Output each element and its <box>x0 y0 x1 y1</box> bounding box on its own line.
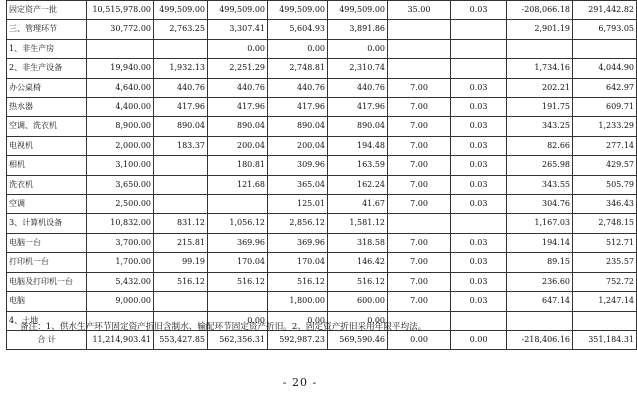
row-label-cell: 电脑一台 <box>7 233 87 252</box>
value-cell: 10,832.00 <box>87 214 154 233</box>
value-cell: 162.24 <box>328 175 388 194</box>
value-cell: 0.00 <box>268 311 328 330</box>
value-cell <box>573 39 637 58</box>
value-cell: 1,247.14 <box>573 292 637 311</box>
value-cell: 291,442.82 <box>573 1 637 20</box>
value-cell: 7.00 <box>388 98 451 117</box>
value-cell: 569,590.46 <box>328 330 388 349</box>
value-cell: 200.04 <box>268 136 328 155</box>
table-row <box>7 1 637 20</box>
value-cell: 516.12 <box>268 272 328 291</box>
value-cell <box>388 214 451 233</box>
value-cell: 642.97 <box>573 78 637 97</box>
value-cell: 752.72 <box>573 272 637 291</box>
value-cell: 0.00 <box>451 330 507 349</box>
value-cell <box>451 59 507 78</box>
value-cell: 7.00 <box>388 233 451 252</box>
value-cell: -218,406.16 <box>507 330 573 349</box>
value-cell: 194.48 <box>328 136 388 155</box>
value-cell: 1,056.12 <box>208 214 268 233</box>
value-cell: 562,356.31 <box>208 330 268 349</box>
value-cell: 191.75 <box>507 98 573 117</box>
value-cell: 2,748.15 <box>573 214 637 233</box>
value-cell: 30,772.00 <box>87 20 154 39</box>
value-cell: 200.04 <box>208 136 268 155</box>
value-cell: 4,640.00 <box>87 78 154 97</box>
value-cell: 346.43 <box>573 195 637 214</box>
value-cell: 2,251.29 <box>208 59 268 78</box>
table-row <box>7 292 637 311</box>
value-cell: 499,509.00 <box>328 1 388 20</box>
value-cell: 0.03 <box>451 233 507 252</box>
value-cell: 265.98 <box>507 156 573 175</box>
value-cell: 831.12 <box>154 214 208 233</box>
value-cell: 215.81 <box>154 233 208 252</box>
value-cell: 7.00 <box>388 78 451 97</box>
value-cell: 7.00 <box>388 175 451 194</box>
value-cell: 417.96 <box>208 98 268 117</box>
value-cell: 592,987.23 <box>268 330 328 349</box>
row-label-cell: 空调 <box>7 195 87 214</box>
value-cell: 82.66 <box>507 136 573 155</box>
table-row <box>7 39 637 58</box>
value-cell <box>154 195 208 214</box>
value-cell: 309.96 <box>268 156 328 175</box>
value-cell: 125.01 <box>268 195 328 214</box>
value-cell: 365.04 <box>268 175 328 194</box>
table-row <box>7 253 637 272</box>
value-cell: 890.04 <box>208 117 268 136</box>
value-cell: 180.81 <box>208 156 268 175</box>
footnote: 备注：1、供水生产环节固定资产折旧含制水、输配环节固定资产折旧。2、固定资产折旧采用年限平均法。 <box>20 322 427 332</box>
value-cell: 3,650.00 <box>87 175 154 194</box>
value-cell: 0.03 <box>451 156 507 175</box>
value-cell <box>507 39 573 58</box>
table-row <box>7 117 637 136</box>
value-cell: 8,900.00 <box>87 117 154 136</box>
value-cell <box>451 39 507 58</box>
value-cell: 417.96 <box>154 98 208 117</box>
value-cell: 0.00 <box>268 39 328 58</box>
value-cell: 121.68 <box>208 175 268 194</box>
row-label-cell: 热水器 <box>7 98 87 117</box>
value-cell: 7.00 <box>388 117 451 136</box>
value-cell: 351,184.31 <box>573 330 637 349</box>
value-cell: 0.00 <box>388 330 451 349</box>
value-cell: 89.15 <box>507 253 573 272</box>
value-cell: 417.96 <box>328 98 388 117</box>
row-label-cell: 电视机 <box>7 136 87 155</box>
value-cell <box>154 156 208 175</box>
value-cell: 1,167.03 <box>507 214 573 233</box>
value-cell: 99.19 <box>154 253 208 272</box>
value-cell: 3,100.00 <box>87 156 154 175</box>
depreciation-table <box>6 0 637 350</box>
row-label-cell: 空调、洗衣机 <box>7 117 87 136</box>
value-cell: 0.00 <box>328 311 388 330</box>
value-cell: 7.00 <box>388 292 451 311</box>
value-cell <box>451 214 507 233</box>
value-cell <box>208 292 268 311</box>
value-cell: 369.96 <box>268 233 328 252</box>
value-cell: 505.79 <box>573 175 637 194</box>
value-cell: 0.03 <box>451 1 507 20</box>
value-cell <box>388 20 451 39</box>
value-cell: 163.59 <box>328 156 388 175</box>
value-cell: 2,748.81 <box>268 59 328 78</box>
value-cell: 516.12 <box>154 272 208 291</box>
table-row <box>7 330 637 349</box>
value-cell: 318.58 <box>328 233 388 252</box>
table-row <box>7 214 637 233</box>
value-cell: 170.04 <box>208 253 268 272</box>
value-cell: 183.37 <box>154 136 208 155</box>
value-cell: 429.57 <box>573 156 637 175</box>
row-label-cell: 洗衣机 <box>7 175 87 194</box>
value-cell: 1,734.16 <box>507 59 573 78</box>
value-cell: 0.03 <box>451 98 507 117</box>
value-cell: 516.12 <box>328 272 388 291</box>
value-cell: 5,604.93 <box>268 20 328 39</box>
value-cell: 0.03 <box>451 78 507 97</box>
value-cell: 7.00 <box>388 253 451 272</box>
value-cell: 277.14 <box>573 136 637 155</box>
value-cell <box>154 39 208 58</box>
value-cell: 440.76 <box>328 78 388 97</box>
value-cell: 304.76 <box>507 195 573 214</box>
value-cell: 440.76 <box>154 78 208 97</box>
value-cell: 19,940.00 <box>87 59 154 78</box>
value-cell: 890.04 <box>268 117 328 136</box>
value-cell: 609.71 <box>573 98 637 117</box>
value-cell: 5,432.00 <box>87 272 154 291</box>
value-cell: 146.42 <box>328 253 388 272</box>
row-label-cell: 电脑 <box>7 292 87 311</box>
value-cell: 440.76 <box>208 78 268 97</box>
value-cell: 553,427.85 <box>154 330 208 349</box>
value-cell: 0.03 <box>451 272 507 291</box>
value-cell: 369.96 <box>208 233 268 252</box>
value-cell: 2,310.74 <box>328 59 388 78</box>
value-cell: 11,214,903.41 <box>87 330 154 349</box>
value-cell: 1,800.00 <box>268 292 328 311</box>
value-cell: 7.00 <box>388 195 451 214</box>
table-row <box>7 20 637 39</box>
value-cell: 170.04 <box>268 253 328 272</box>
value-cell: 3,307.41 <box>208 20 268 39</box>
row-label-cell: 办公桌椅 <box>7 78 87 97</box>
value-cell: 35.00 <box>388 1 451 20</box>
row-label-cell: 3、计算机设备 <box>7 214 87 233</box>
table-row <box>7 59 637 78</box>
value-cell: 10,515,978.00 <box>87 1 154 20</box>
value-cell <box>154 292 208 311</box>
value-cell: 343.55 <box>507 175 573 194</box>
value-cell: 440.76 <box>268 78 328 97</box>
value-cell: 499,509.00 <box>268 1 328 20</box>
value-cell <box>208 195 268 214</box>
value-cell: 0.03 <box>451 175 507 194</box>
row-label-cell: 固定资产一批 <box>7 1 87 20</box>
value-cell: 890.04 <box>328 117 388 136</box>
value-cell: 0.03 <box>451 292 507 311</box>
value-cell: 7.00 <box>388 272 451 291</box>
value-cell: 343.25 <box>507 117 573 136</box>
value-cell: 1,932.13 <box>154 59 208 78</box>
value-cell: 647.14 <box>507 292 573 311</box>
value-cell: 3,700.00 <box>87 233 154 252</box>
row-label-cell: 打印机一台 <box>7 253 87 272</box>
value-cell: 6,793.05 <box>573 20 637 39</box>
value-cell: 0.03 <box>451 136 507 155</box>
value-cell: 890.04 <box>154 117 208 136</box>
value-cell: 1,581.12 <box>328 214 388 233</box>
table-row <box>7 136 637 155</box>
value-cell: 9,000.00 <box>87 292 154 311</box>
table-row <box>7 78 637 97</box>
value-cell: 417.96 <box>268 98 328 117</box>
value-cell <box>388 39 451 58</box>
value-cell: 3,891.86 <box>328 20 388 39</box>
value-cell: 1,233.29 <box>573 117 637 136</box>
value-cell: 1,700.00 <box>87 253 154 272</box>
value-cell: 41.67 <box>328 195 388 214</box>
value-cell: 600.00 <box>328 292 388 311</box>
table-row <box>7 233 637 252</box>
value-cell: 499,509.00 <box>154 1 208 20</box>
value-cell: 0.00 <box>208 311 268 330</box>
value-cell: 7.00 <box>388 136 451 155</box>
value-cell: 2,901.19 <box>507 20 573 39</box>
value-cell: 0.00 <box>208 39 268 58</box>
value-cell <box>451 20 507 39</box>
value-cell: 0.03 <box>451 195 507 214</box>
value-cell: 7.00 <box>388 156 451 175</box>
page-number: - 20 - <box>282 376 318 389</box>
row-label-cell: 4、土地 <box>7 311 87 330</box>
value-cell: 512.71 <box>573 233 637 252</box>
value-cell: 0.00 <box>328 39 388 58</box>
table-row <box>7 175 637 194</box>
table-body <box>7 1 637 350</box>
value-cell: 2,763.25 <box>154 20 208 39</box>
row-label-cell: 三、管理环节 <box>7 20 87 39</box>
value-cell: 2,000.00 <box>87 136 154 155</box>
table-row <box>7 156 637 175</box>
value-cell: 194.14 <box>507 233 573 252</box>
value-cell: 499,509.00 <box>208 1 268 20</box>
table-row <box>7 272 637 291</box>
value-cell: 2,500.00 <box>87 195 154 214</box>
row-label-cell: 相机 <box>7 156 87 175</box>
value-cell <box>87 39 154 58</box>
value-cell: 4,400.00 <box>87 98 154 117</box>
table-row <box>7 195 637 214</box>
value-cell: 236.60 <box>507 272 573 291</box>
value-cell: 4,044.90 <box>573 59 637 78</box>
row-label-cell: 2、非生产设备 <box>7 59 87 78</box>
value-cell: 202.21 <box>507 78 573 97</box>
row-label-cell: 合 计 <box>7 330 87 349</box>
value-cell: -208,066.18 <box>507 1 573 20</box>
row-label-cell: 电脑及打印机一台 <box>7 272 87 291</box>
row-label-cell: 1、非生产房 <box>7 39 87 58</box>
value-cell: 0.03 <box>451 117 507 136</box>
value-cell: 0.03 <box>451 253 507 272</box>
value-cell <box>154 175 208 194</box>
value-cell <box>388 59 451 78</box>
table-row <box>7 98 637 117</box>
value-cell: 2,856.12 <box>268 214 328 233</box>
value-cell: 235.57 <box>573 253 637 272</box>
value-cell: 516.12 <box>208 272 268 291</box>
